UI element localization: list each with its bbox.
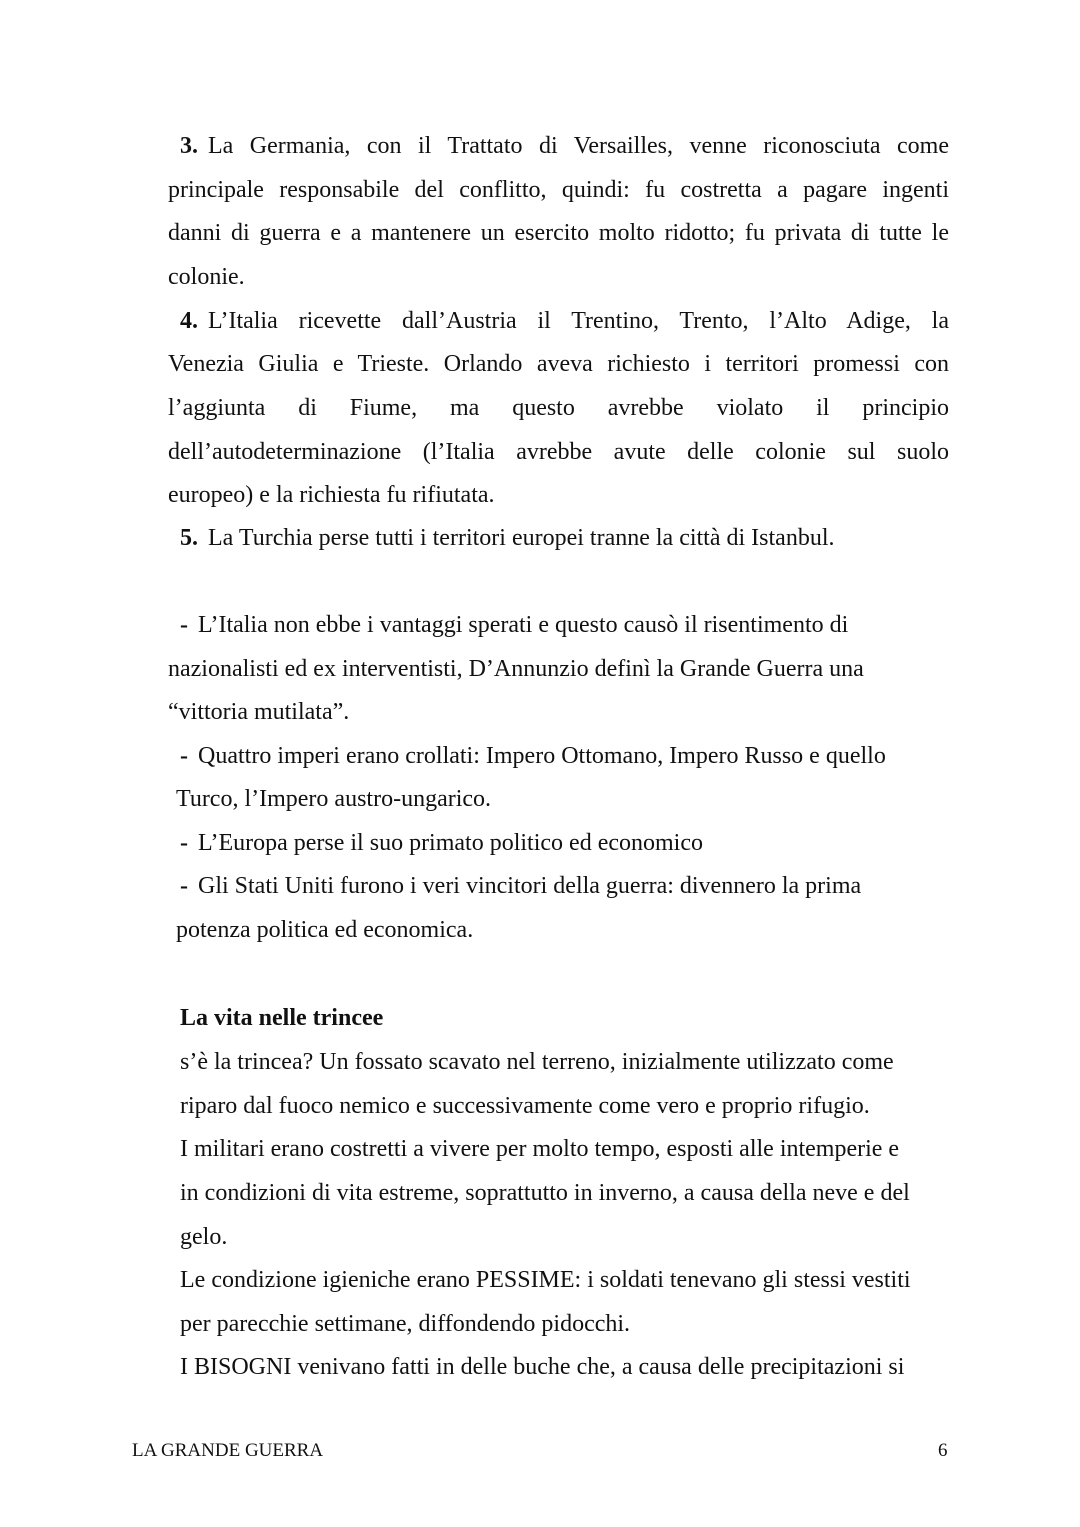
bullet-3-text-1: L’Europa perse il suo primato politico ed economico xyxy=(198,830,703,856)
item-4-line-2: Venezia Giulia e Trieste. Orlando aveva richiesto i territori promessi con xyxy=(168,351,949,377)
bullet-dash: - xyxy=(180,743,188,769)
item-3-line-2: principale responsabile del conflitto, quindi: fu costretta a pagare ingenti xyxy=(168,177,949,203)
item-5-number: 5. xyxy=(180,525,198,551)
bullet-dash: - xyxy=(180,873,188,899)
footer-title: LA GRANDE GUERRA xyxy=(132,1440,324,1461)
bullet-1-line-1 xyxy=(180,610,848,640)
bullet-4-line-1 xyxy=(180,871,861,901)
item-4-text-1: L’Italia ricevette dall’Austria il Trentino, Trento, l’Alto Adige, la xyxy=(208,308,949,334)
item-4-number: 4. xyxy=(180,308,198,334)
bullet-4-line-2: potenza politica ed economica. xyxy=(176,917,474,943)
section-line-6: Le condizione igieniche erano PESSIME: i soldati tenevano gli stessi vestiti xyxy=(180,1267,911,1293)
bullet-1-line-2: nazionalisti ed ex interventisti, D’Annunzio definì la Grande Guerra una xyxy=(168,656,864,682)
item-3-line-3: danni di guerra e a mantenere un esercito molto ridotto; fu privata di tutte le xyxy=(168,220,949,246)
item-3-text-1: La Germania, con il Trattato di Versailles, venne riconosciuta come xyxy=(208,133,949,159)
bullet-1-line-3: “vittoria mutilata”. xyxy=(168,699,350,725)
item-4-line-4: dell’autodeterminazione (l’Italia avrebbe avute delle colonie sul suolo xyxy=(168,439,949,465)
item-5-text-1: La Turchia perse tutti i territori europei tranne la città di Istanbul. xyxy=(208,525,835,551)
section-line-1: s’è la trincea? Un fossato scavato nel terreno, inizialmente utilizzato come xyxy=(180,1049,894,1075)
bullet-1-text-1: L’Italia non ebbe i vantaggi sperati e questo causò il risentimento di xyxy=(198,612,849,638)
item-3-number: 3. xyxy=(180,133,198,159)
page-number: 6 xyxy=(938,1440,948,1461)
section-line-5: gelo. xyxy=(180,1224,228,1250)
item-5-line-1 xyxy=(180,523,834,553)
section-line-2: riparo dal fuoco nemico e successivamente come vero e proprio rifugio. xyxy=(180,1093,870,1119)
item-4-line-5: europeo) e la richiesta fu rifiutata. xyxy=(168,482,495,508)
bullet-4-text-1: Gli Stati Uniti furono i veri vincitori della guerra: divennero la prima xyxy=(198,873,862,899)
section-line-4: in condizioni di vita estreme, soprattutto in inverno, a causa della neve e del xyxy=(180,1180,910,1206)
bullet-2-line-2: Turco, l’Impero austro-ungarico. xyxy=(176,786,492,812)
section-heading: La vita nelle trincee xyxy=(180,1005,384,1031)
bullet-2-text-1: Quattro imperi erano crollati: Impero Ottomano, Impero Russo e quello xyxy=(198,743,886,769)
section-line-8: I BISOGNI venivano fatti in delle buche che, a causa delle precipitazioni si xyxy=(180,1354,905,1380)
bullet-dash: - xyxy=(180,830,188,856)
bullet-2-line-1 xyxy=(180,741,886,771)
item-4-line-1 xyxy=(180,306,949,336)
item-4-line-3: l’aggiunta di Fiume, ma questo avrebbe violato il principio xyxy=(168,395,949,421)
section-line-7: per parecchie settimane, diffondendo pidocchi. xyxy=(180,1311,631,1337)
section-line-3: I militari erano costretti a vivere per molto tempo, esposti alle intemperie e xyxy=(180,1136,900,1162)
bullet-3-line-1 xyxy=(180,828,703,858)
item-3-line-1 xyxy=(180,131,949,161)
item-3-line-4: colonie. xyxy=(168,264,245,290)
bullet-dash: - xyxy=(180,612,188,638)
